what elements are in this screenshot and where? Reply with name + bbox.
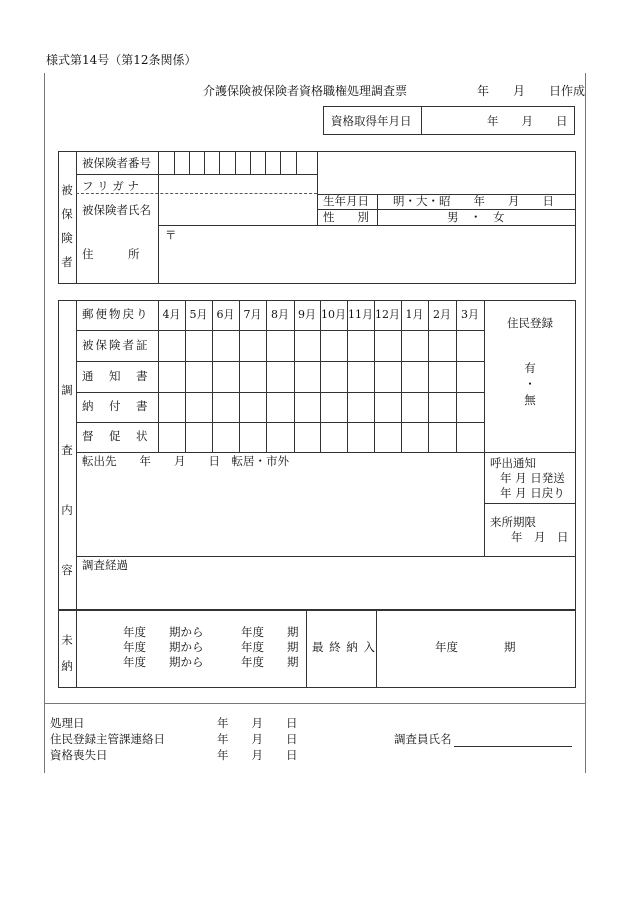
postal-mark: 〒 bbox=[165, 228, 177, 242]
month-header: 7月 bbox=[243, 308, 262, 321]
survey-side-label: 調 査 内 容 bbox=[61, 383, 73, 577]
visit-deadline-date[interactable]: 年 月 日 bbox=[511, 530, 569, 544]
residence-label: 住民登録 bbox=[507, 316, 553, 330]
survey-progress-label: 調査経過 bbox=[82, 558, 128, 572]
row-label-payment-slip: 納 付 書 bbox=[82, 399, 150, 413]
row-label-reminder: 督 促 状 bbox=[82, 429, 150, 443]
contact-date[interactable]: 年 月 日 bbox=[217, 732, 298, 746]
unpaid-to[interactable]: 年度 期 bbox=[241, 640, 299, 654]
month-header: 12月 bbox=[375, 308, 400, 321]
month-header: 1月 bbox=[405, 308, 424, 321]
address-field[interactable] bbox=[158, 226, 576, 284]
insured-number-field[interactable] bbox=[158, 151, 317, 175]
residence-yes[interactable]: 有 bbox=[524, 361, 536, 375]
month-header: 10月 bbox=[321, 308, 346, 321]
row-label-mail-returned: 郵便物戻り bbox=[82, 307, 150, 321]
survey-progress-field[interactable] bbox=[77, 574, 575, 609]
page-left-border bbox=[44, 73, 45, 773]
created-date: 年 月 日作成 bbox=[477, 84, 586, 98]
month-header: 6月 bbox=[216, 308, 235, 321]
visit-deadline-title: 来所期限 bbox=[490, 515, 536, 529]
residence-no[interactable]: 無 bbox=[524, 393, 536, 407]
month-header: 11月 bbox=[348, 308, 373, 321]
furigana-label: フ リ ガ ナ bbox=[82, 179, 139, 193]
transfer-destination[interactable]: 転出先 年 月 日 転居・市外 bbox=[82, 454, 289, 468]
summon-sent[interactable]: 年 月 日発送 bbox=[500, 471, 565, 485]
acquired-date-value[interactable]: 年 月 日 bbox=[487, 114, 568, 128]
insured-number-label: 被保険者番号 bbox=[82, 156, 151, 170]
unpaid-side-label: 未 納 bbox=[61, 633, 73, 673]
contact-date-label: 住民登録主管課連絡日 bbox=[50, 732, 165, 746]
investigator-label: 調査員氏名 bbox=[394, 732, 452, 746]
address-label: 住 所 bbox=[82, 247, 140, 261]
birth-label: 生年月日 bbox=[323, 194, 369, 208]
month-header: 8月 bbox=[271, 308, 289, 321]
insured-side-label: 被 保 険 者 bbox=[61, 183, 73, 269]
month-header: 9月 bbox=[298, 308, 316, 321]
processed-date-label: 処理日 bbox=[50, 716, 85, 730]
insured-name-field[interactable] bbox=[158, 194, 317, 225]
acquired-date-label: 資格取得年月日 bbox=[331, 114, 412, 128]
month-header: 4月 bbox=[162, 308, 181, 321]
insured-name-label: 被保険者氏名 bbox=[82, 203, 151, 217]
row-label-insurance-card: 被保険者証 bbox=[82, 338, 150, 352]
final-payment-label: 最 終 納 入 bbox=[312, 640, 376, 654]
lost-date-label: 資格喪失日 bbox=[50, 748, 108, 762]
page-right-border bbox=[585, 73, 586, 773]
unpaid-to[interactable]: 年度 期 bbox=[241, 625, 299, 639]
sex-value[interactable]: 男 ・ 女 bbox=[447, 210, 505, 224]
unpaid-from[interactable]: 年度 期から bbox=[123, 625, 204, 639]
row-label-notice: 通 知 書 bbox=[82, 369, 150, 383]
furigana-field[interactable] bbox=[158, 175, 317, 193]
sex-label: 性 別 bbox=[323, 210, 369, 224]
final-payment-value[interactable]: 年度 期 bbox=[435, 640, 516, 654]
month-header: 5月 bbox=[189, 308, 208, 321]
processed-date[interactable]: 年 月 日 bbox=[217, 716, 298, 730]
unpaid-from[interactable]: 年度 期から bbox=[123, 655, 204, 669]
summon-returned[interactable]: 年 月 日戻り bbox=[500, 486, 565, 500]
summon-title: 呼出通知 bbox=[490, 456, 536, 470]
unpaid-from[interactable]: 年度 期から bbox=[123, 640, 204, 654]
form-title: 介護保険被保険者資格職権処理調査票 bbox=[203, 84, 408, 98]
unpaid-to[interactable]: 年度 期 bbox=[241, 655, 299, 669]
form-number: 様式第14号（第12条関係） bbox=[46, 53, 197, 67]
lost-date[interactable]: 年 月 日 bbox=[217, 748, 298, 762]
month-header: 3月 bbox=[461, 308, 479, 321]
investigator-signature-line[interactable] bbox=[454, 746, 572, 747]
residence-dot: ・ bbox=[524, 377, 536, 391]
month-header: 2月 bbox=[433, 308, 451, 321]
birth-value[interactable]: 明・大・昭 年 月 日 bbox=[393, 194, 554, 208]
